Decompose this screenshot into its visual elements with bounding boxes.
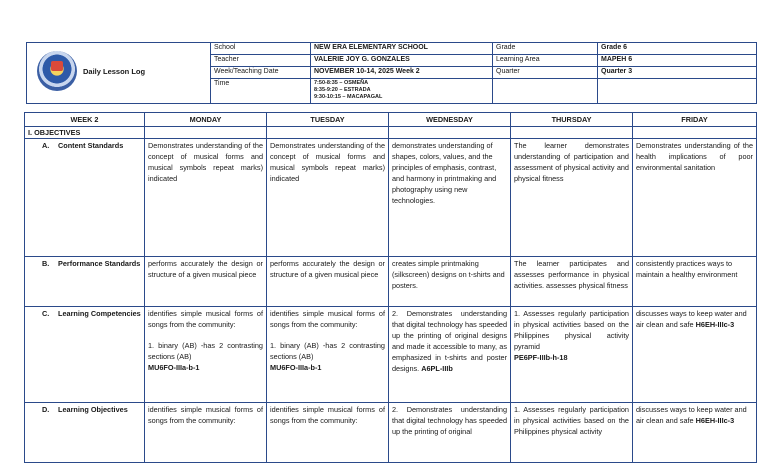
cell-text: 2. Demonstrates understanding that digital technology has speeded up the printing of original designs and made it accessible to many, as emphasized in t-shirts and poster designs. [392,309,507,373]
school-label: School [211,43,311,55]
cell-thursday: 1. Assesses regularly participation in physical activities based on the Philippines physical activity [511,403,633,463]
competency-code: MU6FO-IIIa-b-1 [270,363,322,372]
column-header-row [25,113,757,127]
empty-cell [267,127,389,139]
time-values [311,79,493,104]
cell-tuesday: performs accurately the design or structure of a given musical piece [267,257,389,307]
header-info-table [210,42,757,104]
row-title: Content Standards [58,141,124,150]
row-label [25,257,145,307]
cell-tuesday: Demonstrates understanding of the concept of musical forms and musical symbols repeat marks) indicated [267,139,389,257]
cell-friday [633,307,757,403]
col-week: WEEK 2 [25,113,145,127]
competency-code: A6PL-IIIb [421,364,453,373]
cell-wednesday: creates simple printmaking (silkscreen) designs on t-shirts and posters. [389,257,511,307]
cell-wednesday: demonstrates understanding of shapes, colors, values, and the principles of emphasis, contrast, and harmony in printmaking and photography using new technologies. [389,139,511,257]
empty-cell [633,127,757,139]
quarter-label: Quarter [493,67,598,79]
time-slot: 8:35-9:20 – ESTRADA [314,87,371,93]
table-row [25,139,757,257]
empty-cell [389,127,511,139]
header-logo-block [26,42,211,104]
empty-cell [493,79,598,104]
cell-friday: Demonstrates understanding of the health implications of poor environmental sanitation [633,139,757,257]
row-label [25,403,145,463]
quarter-value: Quarter 3 [598,67,757,79]
col-thursday: THURSDAY [511,113,633,127]
empty-cell [511,127,633,139]
empty-cell [145,127,267,139]
cell-monday: Demonstrates understanding of the concept of musical forms and musical symbols repeat marks) indicated [145,139,267,257]
cell-thursday: The learner participates and assesses performance in physical activities. assesses physical fitness [511,257,633,307]
cell-wednesday: 2. Demonstrates understanding that digital technology has speeded up the printing of original [389,403,511,463]
row-title: Learning Competencies [58,309,141,318]
document-title: Daily Lesson Log [83,67,146,76]
cell-text: 1. binary (AB) -has 2 contrasting sections (AB) [148,341,263,361]
cell-wednesday [389,307,511,403]
cell-monday: identifies simple musical forms of songs from the community: [145,403,267,463]
deped-seal-icon [37,51,77,91]
table-row [25,257,757,307]
row-letter: B. [42,259,50,268]
row-title: Learning Objectives [58,405,128,414]
lesson-grid [24,112,757,463]
seal-emblem-icon [51,61,63,71]
section-row [25,127,757,139]
row-label [25,139,145,257]
table-row [25,403,757,463]
cell-monday [145,307,267,403]
row-letter: C. [42,309,50,318]
row-title: Performance Standards [58,259,141,268]
col-monday: MONDAY [145,113,267,127]
empty-cell [598,79,757,104]
grade-value: Grade 6 [598,43,757,55]
week-label: Week/Teaching Date [211,67,311,79]
time-slot: 7:50-8:35 – OSMEÑA [314,80,369,86]
cell-monday: performs accurately the design or structure of a given musical piece [145,257,267,307]
competency-code: H6EH-IIIc-3 [695,416,735,425]
cell-thursday [511,307,633,403]
teacher-value: VALERIE JOY G. GONZALES [311,55,493,67]
col-wednesday: WEDNESDAY [389,113,511,127]
grade-label: Grade [493,43,598,55]
cell-text: 1. Assesses regularly participation in physical activities based on the Philippines physical activity pyramid [514,309,629,351]
time-slot: 9:30-10:15 – MACAPAGAL [314,94,383,100]
cell-thursday: The learner demonstrates understanding of participation and assessment of physical activity and physical fitness [511,139,633,257]
cell-text: identifies simple musical forms of songs from the community: [270,309,385,329]
cell-text: 1. binary (AB) -has 2 contrasting sections (AB) [270,341,385,361]
col-tuesday: TUESDAY [267,113,389,127]
area-label: Learning Area [493,55,598,67]
cell-text: identifies simple musical forms of songs from the community: [148,309,263,329]
table-row [25,307,757,403]
competency-code: MU6FO-IIIa-b-1 [148,363,200,372]
cell-friday: consistently practices ways to maintain a healthy environment [633,257,757,307]
row-letter: A. [42,141,50,150]
competency-code: H6EH-IIIc-3 [695,320,735,329]
competency-code: PE6PF-IIIb-h-18 [514,353,568,362]
time-label: Time [211,79,311,104]
school-value: NEW ERA ELEMENTARY SCHOOL [311,43,493,55]
cell-tuesday [267,307,389,403]
cell-text: discusses ways to keep water and air clean and safe [636,405,747,425]
area-value: MAPEH 6 [598,55,757,67]
section-objectives: I. OBJECTIVES [25,127,145,139]
row-letter: D. [42,405,50,414]
row-label [25,307,145,403]
cell-friday [633,403,757,463]
col-friday: FRIDAY [633,113,757,127]
cell-tuesday: identifies simple musical forms of songs from the community: [267,403,389,463]
teacher-label: Teacher [211,55,311,67]
cell-text: discusses ways to keep water and air clean and safe [636,309,747,329]
week-value: NOVEMBER 10-14, 2025 Week 2 [311,67,493,79]
